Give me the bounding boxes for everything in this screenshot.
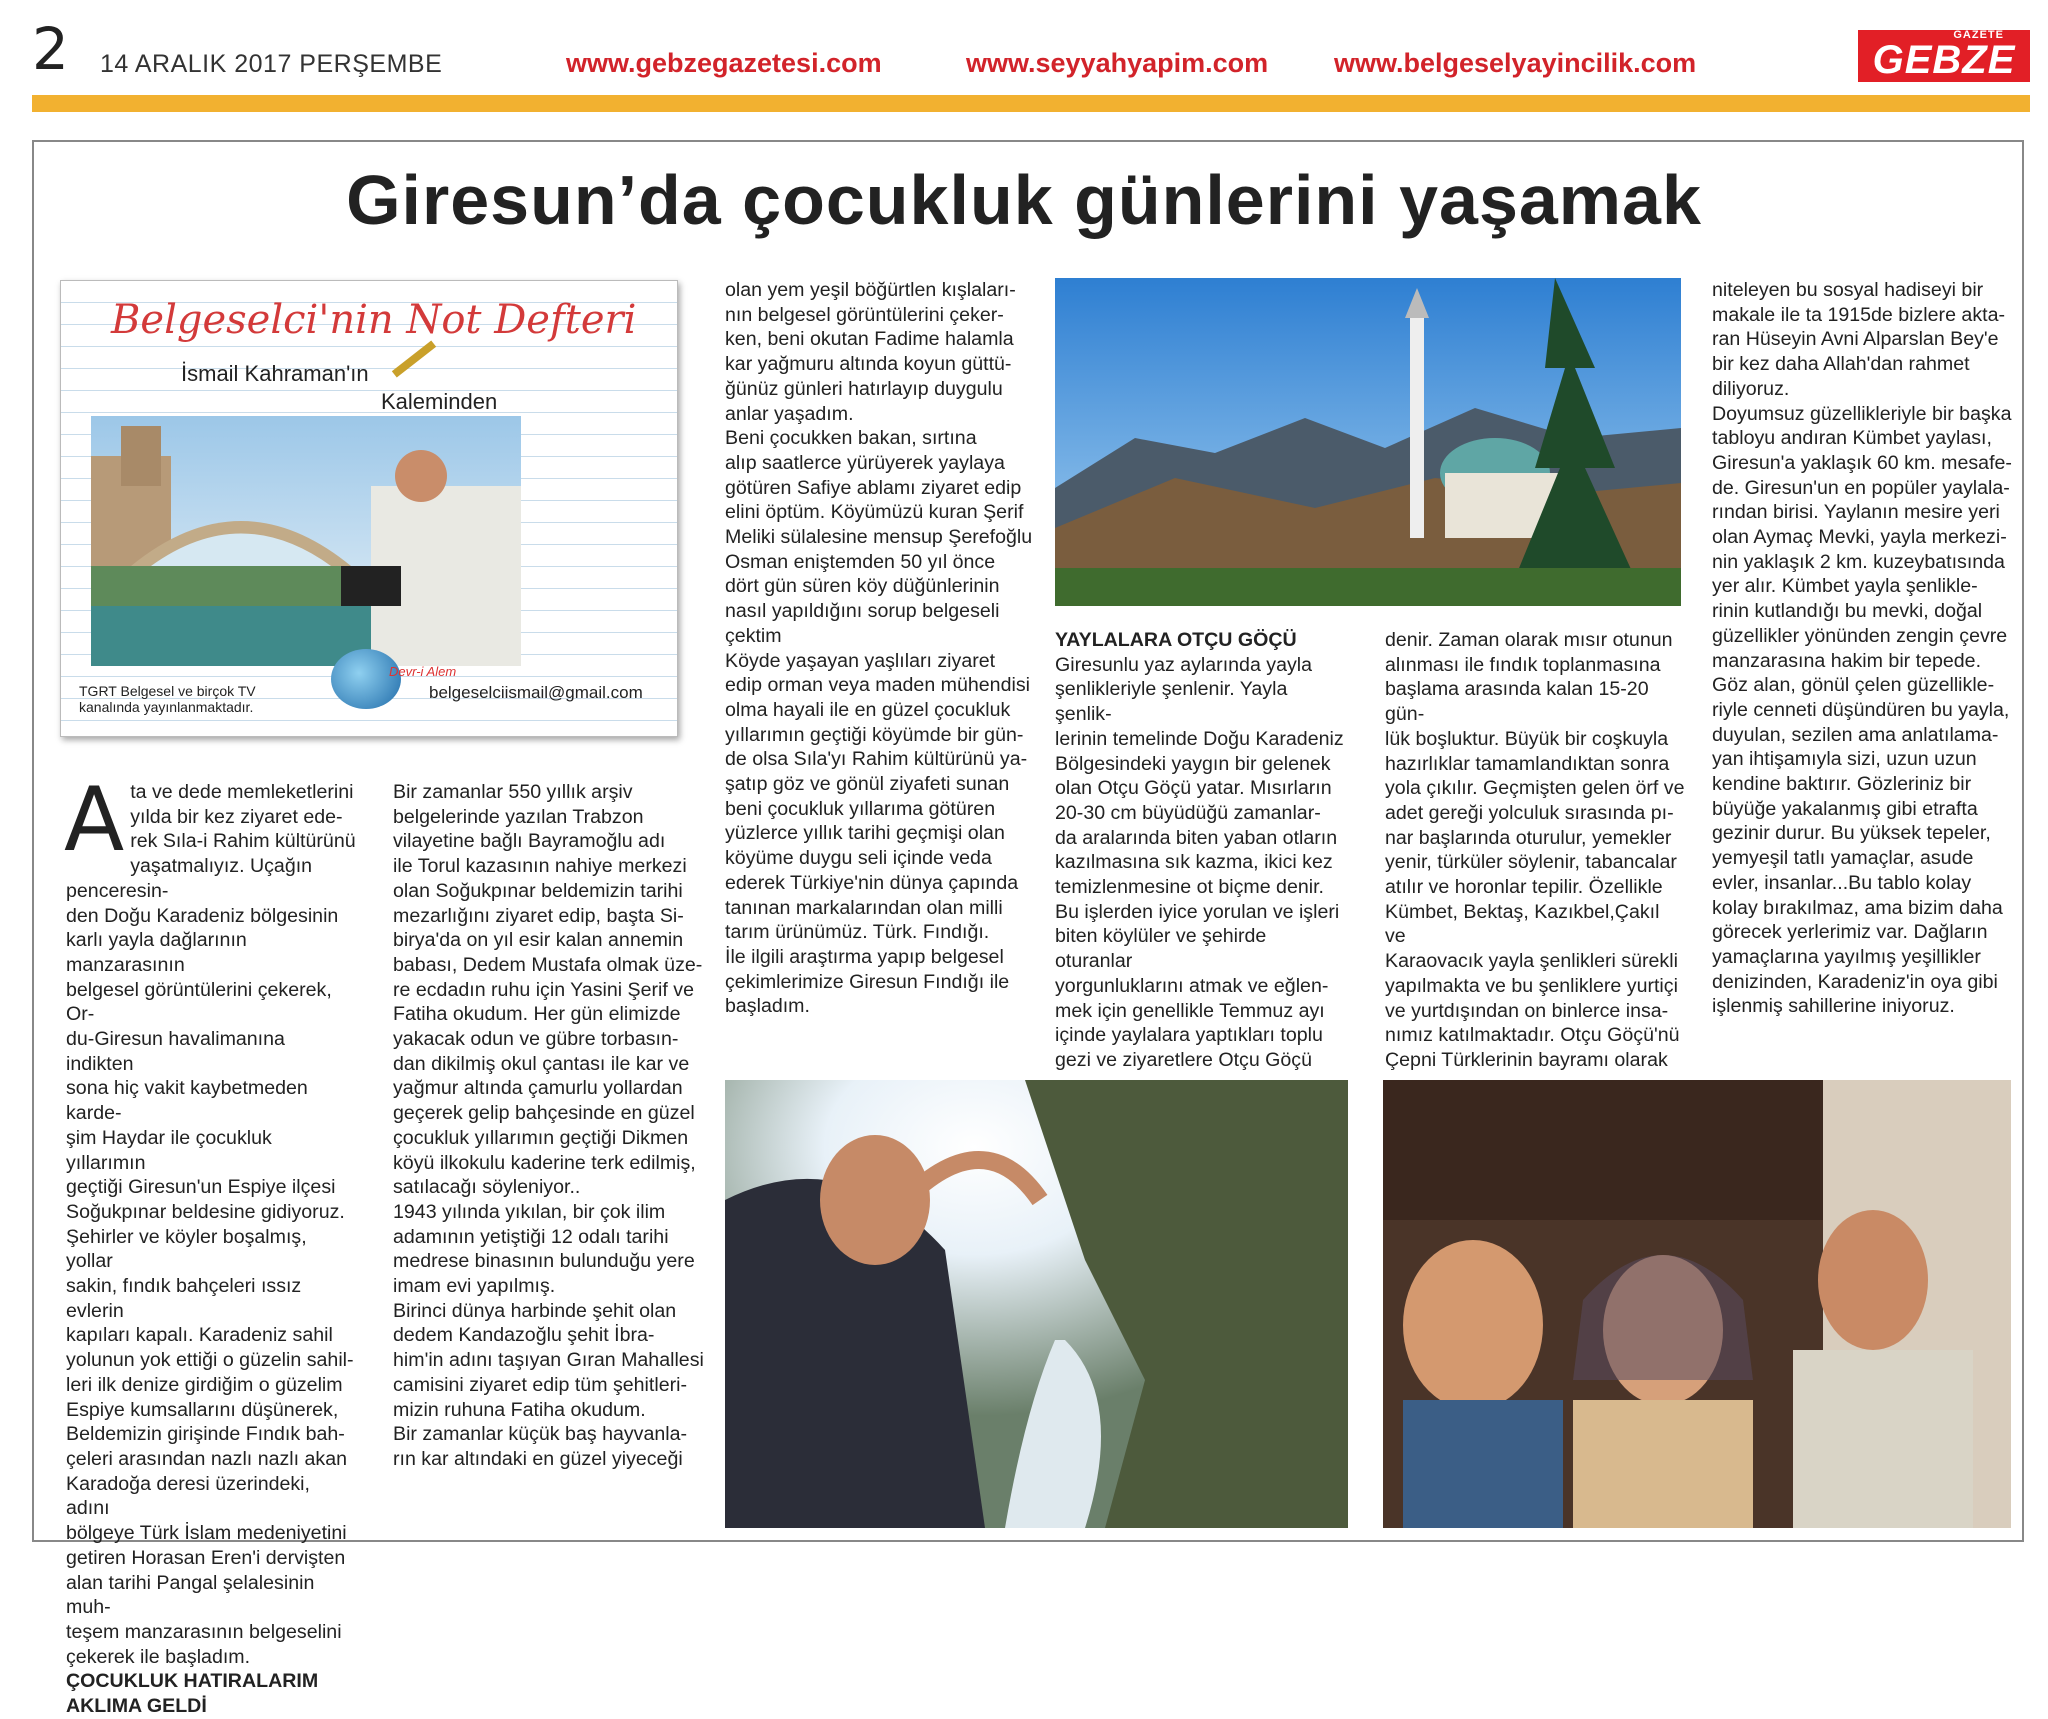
badge-label: Devr-i Alem <box>389 664 457 679</box>
card-source: Kaleminden <box>381 389 498 414</box>
logo-main-text: GEBZE <box>1872 38 2016 82</box>
page-number: 2 <box>32 15 69 83</box>
tv-note: TGRT Belgesel ve birçok TV kanalında yayınlanmaktadır. <box>79 683 256 715</box>
column-2-text: Bir zamanlar 550 yıllık arşiv belgelerinde yazılan Trabzon vilayetine bağlı Bayramoğlu adı ile Torul kazasının nahiye merkezi olan Soğukpınar beldemizin tarihi mezarlığını ziyaret edip, başta Si- birya'da on yıl esir kalan annemin babası, Dedem Mustafa olmak üze- re ecdadın ruhu için Yasini Şerif ve Fatiha okudum. Her gün elimizde yakacak odun ve gübre torbasın- dan dikilmiş okul çantası ile kar ve yağmur altında çamurlu yollardan geçerek gelip bahçesinde en güzel çocukluk yıllarımın geçtiği Dikmen köyü ilkokulu kaderine terk edilmiş, satılacağı söyleniyor.. 1943 yılında yıkılan, bir çok ilim adamının yetiştiği 12 odalı tarihi medrese binasının bulunduğu yere imam evi yapılmış. Birinci dünya harbinde şehit olan dedem Kandazoğlu şehit İbra- him'in adını taşıyan Gıran Mahallesi camisini ziyaret edip tüm şehitleri- mizin ruhuna Fatiha okudum. Bir zamanlar küçük baş hayvanla- rın kar altındaki en güzel yiyeceği <box>393 781 704 1470</box>
column-6-text: niteleyen bu sosyal hadiseyi bir makale ile ta 1915de bizlere akta- ran Hüseyin Avni Alparslan Bey'e bir kez daha Allah'dan rahmet diliyoruz. Doyumsuz güzellikleriyle bir başka tabloyu andıran Kümbet yaylası, Giresun'a yaklaşık 60 km. mesafe- de. Giresun'un en popüler yaylala- rından birisi. Yaylanın mesire yeri olan Aymaç Mevki, yayla merkezi- nin yaklaşık 2 km. kuzeybatısında yer alır. Kümbet yayla şenlikle- rinin kutlandığı bu mevki, doğal güzellikler yönünden zengin çevre manzarasına hakim bir tepede. Göz alan, gönül çelen güzellikle- riyle cenneti düşündüren bu yayla, duyulan, sezilen ama anlatılama- yan ihtişamıyla sizi, uzun uzun kendine baktırır. Gözleriniz bir büyüğe yakalanmış gibi etrafta gezinir durur. Bu yüksek tepeler, yemyeşil tatlı yamaçlar, asude evler, insanlar...Bu tablo kolay kolay bırakılmaz, ama bizim daha görecek yerlerimiz var. Dağların yamaçlarına yayılmış yeşillikler denizinden, Karadeniz'in oya gibi işlenmiş sahillerine iniyoruz. <box>1712 279 2012 1018</box>
column-4 <box>1055 628 1345 1073</box>
link-gebzegazetesi[interactable]: www.gebzegazetesi.com <box>566 48 882 78</box>
header-divider-bar <box>32 95 2030 112</box>
family-photo <box>1383 1080 2011 1528</box>
subhead-yaylalara: YAYLALARA OTÇU GÖÇÜ <box>1055 629 1297 651</box>
card-title: Belgeselci'nin Not Defteri <box>111 297 637 343</box>
column-3-text: olan yem yeşil böğürtlen kışlaları- nın belgesel görüntülerini çeker- ken, beni okutan Fadime halamla kar yağmuru altında koyun güttü- ğünüz günleri hatırlayıp duygulu anlar yaşadım. Beni çocukken bakan, sırtına alıp saatlerce yürüyerek yaylaya götüren Safiye ablamı ziyaret edip elini öptüm. Köyümüzü kuran Şerif Meliki sülalesine mensup Şerefoğlu Osman eniştemden 50 yıl önce dört gün süren köy düğünlerinin nasıl yapıldığını sorup belgeseli çektim Köyde yaşayan yaşlıları ziyaret edip orman veya maden mühendisi olma hayali ile en güzel çocukluk yıllarımın geçtiği köyümde bir gün- de olsa Sıla'yı Rahim kültürünü ya- şatıp göz ve gönül ziyafeti sunan beni çocukluk yıllarıma götüren yüzlerce yıllık tarihi geçmişi olan köyüme duygu seli içinde veda ederek Türkiye'nin dünya çapında tanınan markalarından olan milli tarım ürünümüz. Türk. Fındığı. İle ilgili araştırma yapıp belgesel çekimlerimize Giresun Fındığı ile başladım. <box>725 279 1033 1018</box>
columnist-note-card <box>60 280 678 737</box>
globe-icon <box>331 649 401 709</box>
author-email[interactable]: belgeselciismail@gmail.com <box>429 683 643 702</box>
drop-cap: A <box>64 768 125 871</box>
column-5-text: denir. Zaman olarak mısır otunun alınması ile fındık toplanmasına başlama arasında kalan 15-20 gün- lük boşluktur. Büyük bir coşkuyla hazırlıklar tamamlandıktan sonra yola çıkılır. Geçmişten gelen örf ve adet gereği yolculuk sırasında pı- nar başlarında oturulur, yemekler yenir, türküler söylenir, tabancalar atılır ve horonlar tepilir. Özellikle Kümbet, Bektaş, Kazıkbel,Çakıl ve Karaovacık yayla şenlikleri sürekli yapılmakta ve bu şenliklere yurtiçi ve yurtdışından on binlerce insa- nımız katılmaktadır. Otçu Göçü'nü Çepni Türklerinin bayramı olarak <box>1385 629 1685 1071</box>
issue-date: 14 ARALIK 2017 PERŞEMBE <box>100 50 443 78</box>
article-headline: Giresun’da çocukluk günlerini yaşamak <box>346 161 1702 239</box>
column-1 <box>64 768 356 1719</box>
logo-small-text: GAZETE <box>1953 29 2004 41</box>
link-seyyahyapim[interactable]: www.seyyahyapim.com <box>966 48 1269 78</box>
card-author: İsmail Kahraman'ın <box>181 361 369 386</box>
column-4-text: Giresunlu yaz aylarında yayla şenlikleriyle şenlenir. Yayla şenlik- lerinin temelinde Doğu Karadeniz Bölgesindeki yaygın bir gelenek olan Otçu Göçü yatar. Mısırların 20-30 cm büyüdüğü zamanlar- da aralarında biten yaban otların kazılmasına sık kazma, ikici kez temizlenmesine ot biçme denir. Bu işlerden iyice yorulan ve işleri biten köylüler ve şehirde oturanlar yorgunluklarını atmak ve eğlen- mek için genellikle Temmuz ayı içinde yaylalara yaptıkları toplu gezi ve ziyaretlere Otçu Göçü <box>1055 653 1344 1071</box>
columnist-photo <box>91 416 521 666</box>
waterfall-photo <box>725 1080 1348 1528</box>
gebze-logo <box>1858 30 2030 82</box>
mosque-photo <box>1055 278 1681 606</box>
subhead-cocukluk: ÇOCUKLUK HATIRALARIM AKLIMA GELDİ <box>66 1670 319 1718</box>
link-belgeselyayincilik[interactable]: www.belgeselyayincilik.com <box>1334 48 1697 78</box>
column-1-text: ta ve dede memleketlerini yılda bir kez ziyaret ede- rek Sıla-i Rahim kültürünü yaşatmalıyız. Uçağın penceresin- den Doğu Karadeniz bölgesinin karlı yayla dağlarının manzarasının belgesel görüntülerini çekerek, Or- du-Giresun havalimanına indikten sona hiç vakit kaybetmeden karde- şim Haydar ile çocukluk yıllarımın geçtiği Giresun'un Espiye ilçesi Soğukpınar beldesine gidiyoruz. Şehirler ve köyler boşalmış, yollar sakin, fındık bahçeleri ıssız evlerin kapıları kapalı. Karadeniz sahil yolunun yok ettiği o güzelin sahil- leri ilk denize girdiğim o güzelim Espiye kumsallarını düşünerek, Beldemizin girişinde Fındık bah- çeleri arasından nazlı nazlı akan Karadoğa deresi üzerindeki, adını bölgeye Türk İslam medeniyetini getiren Horasan Eren'i dervişten alan tarihi Pangal şelalesinin muh- teşem manzarasının belgeselini çekerek ile başladım. <box>66 781 356 1668</box>
